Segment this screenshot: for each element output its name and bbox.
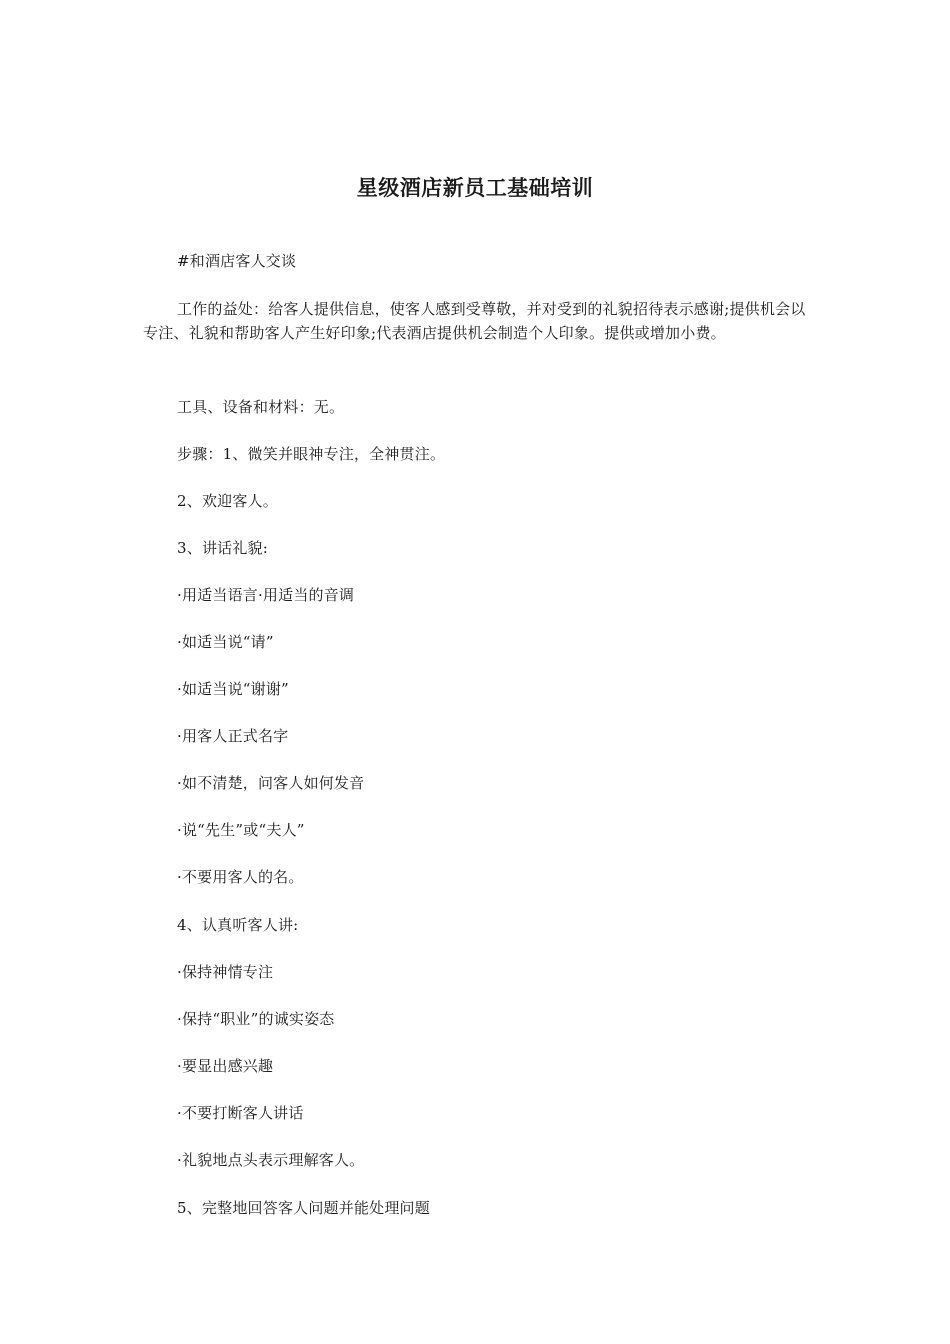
document-title: 星级酒店新员工基础培训 <box>356 176 594 200</box>
bullet-line: ·不要打断客人讲话 <box>177 1104 304 1122</box>
bullet-line: ·用适当语言·用适当的音调 <box>177 586 355 604</box>
bullet-line: ·如不清楚，问客人如何发音 <box>177 774 365 792</box>
bullet-line: ·如适当说“谢谢” <box>177 680 289 698</box>
section-heading: #和酒店客人交谈 <box>177 252 297 270</box>
bullet-line: ·保持“职业”的诚实姿态 <box>177 1010 335 1028</box>
bullet-line: ·要显出感兴趣 <box>177 1057 274 1075</box>
step-line: 2、欢迎客人。 <box>177 492 278 510</box>
step-line: 步骤：1、微笑并眼神专注，全神贯注。 <box>177 445 446 463</box>
step-line: 4、认真听客人讲: <box>177 916 299 934</box>
bullet-line: ·用客人正式名字 <box>177 727 289 745</box>
benefits-paragraph: 工作的益处：给客人提供信息，使客人感到受尊敬，并对受到的礼貌招待表示感谢;提供机会以专注、礼貌和帮助客人产生好印象;代表酒店提供机会制造个人印象。提供或增加小费。 <box>143 300 806 342</box>
bullet-line: ·说“先生”或“夫人” <box>177 821 305 839</box>
step-line: 3、讲话礼貌: <box>177 539 268 557</box>
tools-line: 工具、设备和材料：无。 <box>177 398 345 416</box>
bullet-line: ·保持神情专注 <box>177 963 274 981</box>
bullet-line: ·如适当说“请” <box>177 633 274 651</box>
bullet-line: ·礼貌地点头表示理解客人。 <box>177 1151 365 1169</box>
step-line: 5、完整地回答客人问题并能处理问题 <box>177 1199 430 1217</box>
bullet-line: ·不要用客人的名。 <box>177 868 304 886</box>
